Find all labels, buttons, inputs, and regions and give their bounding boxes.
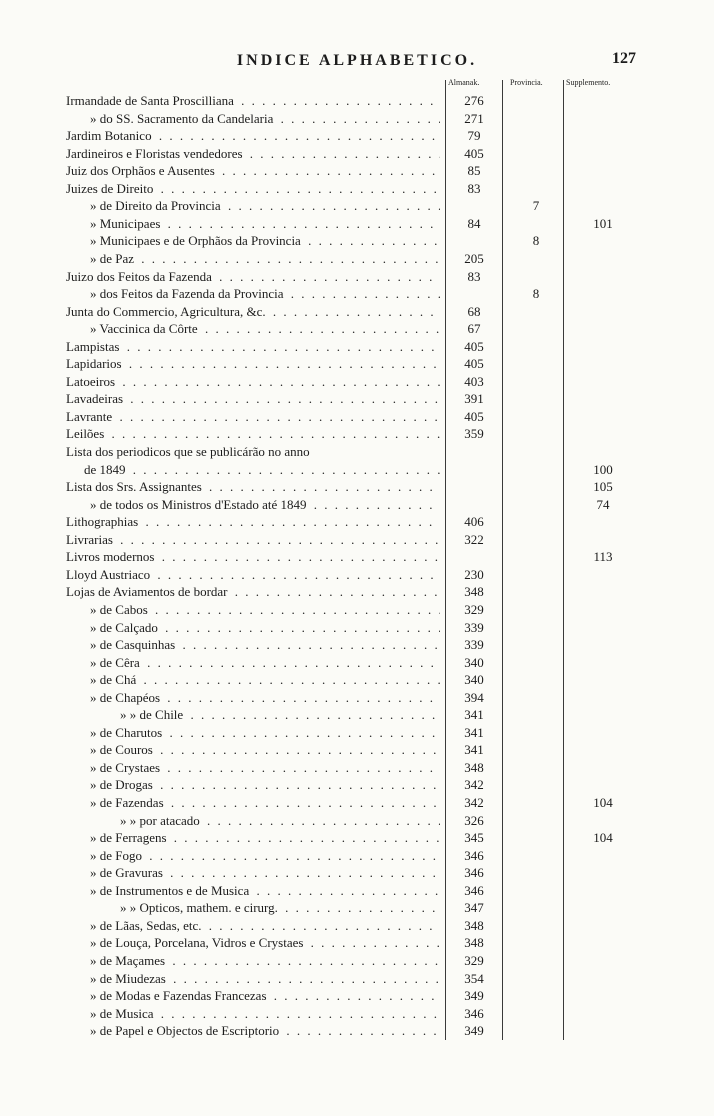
- almanak-page: 403: [464, 373, 484, 389]
- entry-text: » de Louça, Porcelana, Vidros e Crystaes: [90, 935, 304, 951]
- entry-label: [0, 250, 440, 267]
- entry-text: » de Modas e Fazendas Francezas: [90, 988, 267, 1004]
- almanak-page: 276: [464, 93, 484, 108]
- index-row: [0, 899, 714, 916]
- entry-text: » de Chapéos: [90, 689, 161, 705]
- index-row: [0, 197, 714, 214]
- entry-label: [0, 583, 440, 600]
- entry-label: [0, 548, 440, 565]
- entry-label: [0, 671, 440, 688]
- index-row: [0, 689, 714, 706]
- almanak-page: 349: [464, 988, 484, 1004]
- entry-label: [0, 812, 440, 829]
- index-row: [0, 180, 714, 197]
- entry-text: Lapidarios: [66, 356, 122, 372]
- entry-text: Juizes de Direito: [66, 180, 154, 196]
- almanak-page: 345: [464, 830, 484, 846]
- entry-text: Lloyd Austriaco: [66, 566, 151, 582]
- supplemento-page: 113: [593, 549, 613, 565]
- page-number: 127: [612, 50, 636, 67]
- entry-label: [0, 303, 440, 320]
- almanak-page: 346: [464, 882, 484, 898]
- entry-label: [0, 724, 440, 741]
- entry-label: [0, 320, 440, 337]
- provincia-page: 8: [532, 233, 540, 249]
- entry-label: [0, 1005, 440, 1022]
- almanak-page: 84: [467, 215, 481, 231]
- entry-label: [0, 934, 440, 951]
- entry-text: Jardineiros e Floristas vendedores: [66, 145, 243, 161]
- entry-label: [0, 987, 440, 1004]
- entry-text: » de Cabos: [90, 601, 148, 617]
- entry-label: [0, 496, 440, 513]
- entry-text: » de Maçames: [90, 952, 166, 968]
- entry-text: » de Gravuras: [90, 865, 163, 881]
- entry-label: [0, 180, 440, 197]
- supplemento-page: 74: [596, 496, 610, 512]
- almanak-page: 83: [467, 180, 481, 196]
- index-row: [0, 583, 714, 600]
- provincia-page: 8: [532, 286, 540, 302]
- index-row: [0, 970, 714, 987]
- almanak-page: 348: [464, 759, 484, 775]
- index-row: [0, 864, 714, 881]
- index-row: [0, 1022, 714, 1039]
- index-row: [0, 303, 714, 320]
- entry-label: [0, 531, 440, 548]
- almanak-page: 79: [467, 128, 481, 144]
- entry-text: » de Instrumentos e de Musica: [90, 882, 250, 898]
- almanak-page: 271: [464, 110, 484, 126]
- entry-text: » de Charutos: [90, 724, 163, 740]
- entry-text: Jardim Botanico: [66, 128, 152, 144]
- entry-label: [0, 706, 440, 723]
- index-row: [0, 408, 714, 425]
- almanak-page: 394: [464, 689, 484, 705]
- column-header-almanak: Almanak.: [448, 78, 480, 87]
- entry-text: Juiz dos Orphãos e Ausentes: [66, 163, 215, 179]
- almanak-page: 205: [464, 250, 484, 266]
- almanak-page: 348: [464, 917, 484, 933]
- entry-label: [0, 355, 440, 372]
- entry-label: [0, 162, 440, 179]
- index-row: [0, 232, 714, 249]
- entry-label: [0, 847, 440, 864]
- almanak-page: 329: [464, 952, 484, 968]
- almanak-page: 405: [464, 145, 484, 161]
- index-row: [0, 145, 714, 162]
- entry-label: [0, 338, 440, 355]
- entry-text: de 1849: [84, 461, 126, 477]
- entry-text: » Vaccinica da Côrte: [90, 321, 198, 337]
- entry-text: » de Casquinhas: [90, 637, 176, 653]
- index-row: [0, 882, 714, 899]
- almanak-page: 341: [464, 724, 484, 740]
- page-title: INDICE ALPHABETICO.: [236, 52, 478, 69]
- almanak-page: 405: [464, 338, 484, 354]
- almanak-page: 354: [464, 970, 484, 986]
- index-row: [0, 425, 714, 442]
- entry-label: [0, 197, 440, 214]
- index-row: [0, 776, 714, 793]
- entry-label: [0, 478, 440, 495]
- entry-text: Livrarias: [66, 531, 113, 547]
- entry-label: [0, 145, 440, 162]
- entry-label: [0, 268, 440, 285]
- entry-label: [0, 776, 440, 793]
- entry-text: Juizo dos Feitos da Fazenda: [66, 268, 212, 284]
- entry-text: » de Drogas: [90, 777, 153, 793]
- index-row: [0, 443, 714, 460]
- entry-label: [0, 917, 440, 934]
- index-row: [0, 110, 714, 127]
- index-row: [0, 654, 714, 671]
- index-row: [0, 636, 714, 653]
- index-row: [0, 390, 714, 407]
- almanak-page: 346: [464, 1005, 484, 1021]
- supplemento-page: 105: [593, 479, 613, 495]
- entry-label: [0, 127, 440, 144]
- supplemento-page: 104: [593, 830, 613, 846]
- entry-text: Lojas de Aviamentos de bordar: [66, 584, 228, 600]
- entry-text: » » de Chile: [120, 707, 184, 723]
- almanak-page: 348: [464, 935, 484, 951]
- index-row: [0, 285, 714, 302]
- almanak-page: 341: [464, 742, 484, 758]
- entry-label: [0, 882, 440, 899]
- entry-text: » de Chá: [90, 672, 137, 688]
- entry-text: Lavadeiras: [66, 391, 124, 407]
- entry-text: » de Musica: [90, 1005, 154, 1021]
- almanak-page: 85: [467, 163, 481, 179]
- entry-label: [0, 759, 440, 776]
- almanak-page: 230: [464, 566, 484, 582]
- index-row: [0, 92, 714, 109]
- entry-text: » de Paz: [90, 250, 135, 266]
- entry-text: » do SS. Sacramento da Candelaria: [90, 110, 274, 126]
- almanak-page: 359: [464, 426, 484, 442]
- entry-label: [0, 636, 440, 653]
- index-row: [0, 987, 714, 1004]
- almanak-page: 341: [464, 707, 484, 723]
- entry-text: » » Opticos, mathem. e cirurg.: [120, 900, 278, 916]
- index-row: [0, 671, 714, 688]
- supplemento-page: 101: [593, 215, 613, 231]
- index-row: [0, 812, 714, 829]
- entry-text: » dos Feitos da Fazenda da Provincia: [90, 286, 284, 302]
- entry-text: Lavrante: [66, 408, 113, 424]
- entry-text: Lithographias: [66, 514, 139, 530]
- index-row: [0, 513, 714, 530]
- entry-label: [0, 601, 440, 618]
- entry-label: [0, 215, 440, 232]
- index-row: [0, 847, 714, 864]
- index-row: [0, 496, 714, 513]
- entry-text: Lista dos Srs. Assignantes: [66, 479, 202, 495]
- index-row: [0, 601, 714, 618]
- entry-label: [0, 566, 440, 583]
- index-row: [0, 478, 714, 495]
- index-row: [0, 373, 714, 390]
- entry-label: [0, 110, 440, 127]
- entry-text: » de Direito da Provincia: [90, 198, 221, 214]
- provincia-page: 7: [532, 198, 540, 214]
- entry-text: Junta do Commercio, Agricultura, &c.: [66, 303, 266, 319]
- entry-text: Leilões: [66, 426, 105, 442]
- index-row: [0, 162, 714, 179]
- almanak-page: 349: [464, 1023, 484, 1039]
- almanak-page: 348: [464, 584, 484, 600]
- index-row: [0, 355, 714, 372]
- entry-label: [0, 92, 440, 109]
- entry-label: [0, 619, 440, 636]
- index-row: [0, 917, 714, 934]
- entry-text: Lampistas: [66, 338, 120, 354]
- entry-label: [0, 864, 440, 881]
- almanak-page: 340: [464, 654, 484, 670]
- almanak-page: 339: [464, 619, 484, 635]
- index-row: [0, 531, 714, 548]
- entry-label: [0, 1022, 440, 1039]
- index-row: [0, 1005, 714, 1022]
- almanak-page: 405: [464, 408, 484, 424]
- index-row: [0, 741, 714, 758]
- almanak-page: 326: [464, 812, 484, 828]
- column-header-supplemento: Supplemento.: [566, 78, 611, 87]
- index-row: [0, 127, 714, 144]
- entry-label: [0, 373, 440, 390]
- almanak-page: 67: [467, 321, 481, 337]
- index-row: [0, 619, 714, 636]
- entry-text: Latoeiros: [66, 373, 116, 389]
- almanak-page: 342: [464, 777, 484, 793]
- index-row: [0, 548, 714, 565]
- entry-label: [0, 232, 440, 249]
- entry-label: [0, 741, 440, 758]
- index-row: [0, 759, 714, 776]
- entry-label: [0, 689, 440, 706]
- entry-text: » de Fogo: [90, 847, 142, 863]
- entry-text: » de todos os Ministros d'Estado até 1849: [90, 496, 307, 512]
- almanak-page: 405: [464, 356, 484, 372]
- entry-text: » de Fazendas: [90, 795, 164, 810]
- index-row: [0, 268, 714, 285]
- entry-text: » de Cêra: [90, 654, 140, 670]
- entry-label: [0, 408, 440, 425]
- entry-label: [0, 390, 440, 407]
- entry-label: [0, 952, 440, 969]
- supplemento-page: 104: [593, 795, 613, 810]
- index-row: [0, 461, 714, 478]
- entry-text: » de Ferragens: [90, 830, 167, 846]
- entry-label: [0, 970, 440, 987]
- entry-label: [0, 461, 440, 478]
- entry-label: [0, 443, 440, 460]
- entry-text: » Municipaes e de Orphãos da Provincia: [90, 233, 301, 249]
- entry-text: » de Lãas, Sedas, etc.: [90, 917, 202, 933]
- almanak-page: 347: [464, 900, 484, 916]
- index-row: [0, 794, 714, 811]
- almanak-page: 342: [464, 795, 484, 810]
- entry-text: » Municipaes: [90, 215, 161, 231]
- almanak-page: 322: [464, 531, 484, 547]
- index-row: [0, 338, 714, 355]
- entry-text: » de Miudezas: [90, 970, 166, 986]
- index-row: [0, 320, 714, 337]
- entry-text: » de Papel e Objectos de Escriptorio: [90, 1023, 280, 1039]
- index-row: [0, 934, 714, 951]
- entry-label: [0, 425, 440, 442]
- entry-text: » de Couros: [90, 742, 153, 758]
- index-row: [0, 706, 714, 723]
- entry-label: [0, 513, 440, 530]
- entry-label: [0, 899, 440, 916]
- column-header-provincia: Provincia.: [510, 78, 543, 87]
- entry-text: » » por atacado: [120, 812, 200, 828]
- entry-label: [0, 794, 440, 811]
- entry-text: Livros modernos: [66, 549, 155, 565]
- entry-label: [0, 654, 440, 671]
- almanak-page: 339: [464, 637, 484, 653]
- almanak-page: 406: [464, 514, 484, 530]
- index-row: [0, 215, 714, 232]
- index-row: [0, 724, 714, 741]
- index-row: [0, 250, 714, 267]
- index-row: [0, 566, 714, 583]
- almanak-page: 346: [464, 865, 484, 881]
- almanak-page: 340: [464, 672, 484, 688]
- entry-text: » de Crystaes: [90, 759, 161, 775]
- almanak-page: 329: [464, 601, 484, 617]
- index-row: [0, 952, 714, 969]
- almanak-page: 68: [467, 303, 481, 319]
- index-row: [0, 829, 714, 846]
- entry-text: Lista dos periodicos que se publicárão no anno: [66, 444, 310, 459]
- entry-text: Irmandade de Santa Proscilliana: [66, 93, 234, 108]
- almanak-page: 391: [464, 391, 484, 407]
- supplemento-page: 100: [593, 461, 613, 477]
- almanak-page: 346: [464, 847, 484, 863]
- entry-label: [0, 285, 440, 302]
- entry-label: [0, 829, 440, 846]
- almanak-page: 83: [467, 268, 481, 284]
- entry-text: » de Calçado: [90, 619, 158, 635]
